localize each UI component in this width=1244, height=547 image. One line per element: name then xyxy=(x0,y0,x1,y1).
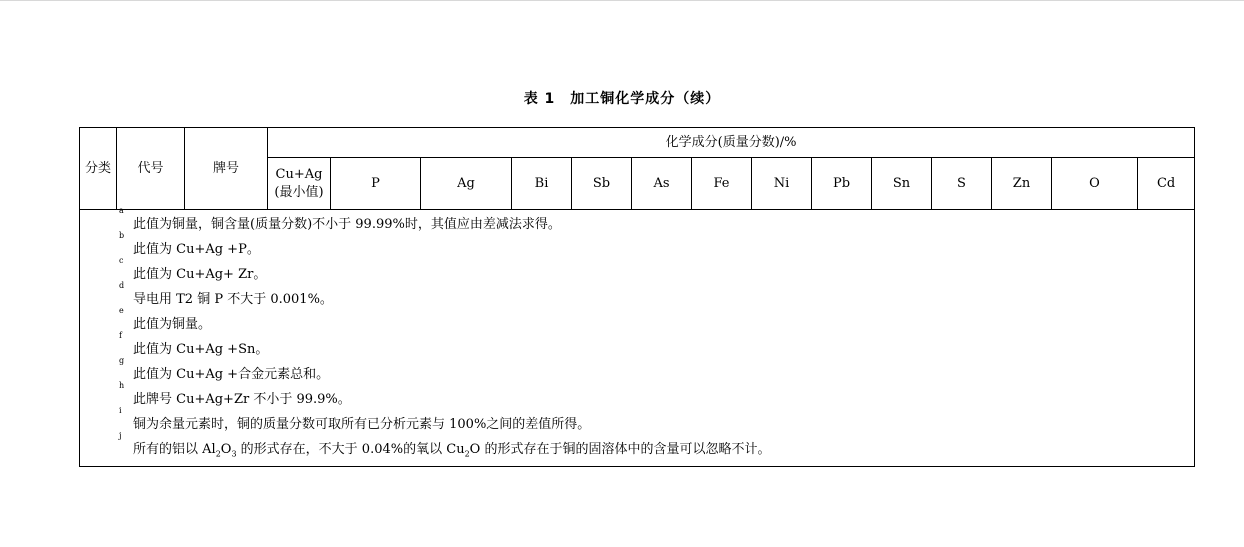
footnote-mark: g xyxy=(119,356,125,365)
top-rule xyxy=(0,0,1244,1)
footnote-mark: h xyxy=(119,381,125,390)
subscript: 2 xyxy=(464,449,470,459)
footnote-mark: i xyxy=(119,406,122,415)
header-element: Cd xyxy=(1138,158,1195,210)
footnotes xyxy=(80,206,1195,467)
header-element: P xyxy=(331,158,421,210)
subscript: 2 xyxy=(215,449,221,459)
footnote xyxy=(80,331,1194,362)
header-element: Ni xyxy=(752,158,812,210)
footnote xyxy=(80,281,1194,312)
footnote-text-part: 所有的铝以 Al xyxy=(133,442,216,457)
header-code: 代号 xyxy=(117,128,185,210)
notes-row xyxy=(80,210,1195,467)
footnote xyxy=(80,256,1194,287)
header-min-label: (最小值) xyxy=(274,184,324,200)
footnote-mark: c xyxy=(119,256,124,265)
footnote-text: 铜为余量元素时，铜的质量分数可取所有已分析元素与 100%之间的差值所得。 xyxy=(133,417,591,432)
header-grade: 牌号 xyxy=(185,128,268,210)
footnote-text: 此值为 Cu+Ag +Sn。 xyxy=(133,342,269,357)
footnote xyxy=(80,356,1194,387)
footnote xyxy=(80,431,1194,462)
header-element: Sb xyxy=(572,158,632,210)
chemical-composition-table xyxy=(79,127,1195,467)
footnote-text-part: O xyxy=(220,442,232,457)
footnote xyxy=(80,206,1194,237)
header-element: Bi xyxy=(512,158,572,210)
header-element: O xyxy=(1052,158,1138,210)
header-element: Sn xyxy=(872,158,932,210)
footnote-text: 此值为 Cu+Ag +合金元素总和。 xyxy=(133,367,330,382)
header-element: As xyxy=(632,158,692,210)
header-category: 分类 xyxy=(80,128,117,210)
header-chemical-composition: 化学成分(质量分数)/% xyxy=(268,128,1195,158)
footnote-text-part: 的形式存在，不大于 0.04%的氧以 Cu xyxy=(236,442,465,457)
header-element: S xyxy=(932,158,992,210)
footnote xyxy=(80,231,1194,262)
header-cu-ag-label: Cu+Ag xyxy=(275,166,323,182)
footnote-text: 此牌号 Cu+Ag+Zr 不小于 99.9%。 xyxy=(133,392,351,407)
header-element: Pb xyxy=(812,158,872,210)
footnote-mark: a xyxy=(119,206,124,215)
header-cu-ag-min xyxy=(268,158,331,210)
header-element: Zn xyxy=(992,158,1052,210)
header-element: Ag xyxy=(421,158,512,210)
header-element: Fe xyxy=(692,158,752,210)
footnote xyxy=(80,306,1194,337)
footnote-mark: d xyxy=(119,281,125,290)
footnote-text: 此值为铜量，铜含量(质量分数)不小于 99.99%时，其值应由差减法求得。 xyxy=(133,217,561,232)
footnote-text: 此值为 Cu+Ag +P。 xyxy=(133,242,260,257)
footnote-text: 此值为铜量。 xyxy=(133,317,212,332)
footnote xyxy=(80,381,1194,412)
subscript: 3 xyxy=(231,449,237,459)
footnote-mark: b xyxy=(119,231,125,240)
footnote xyxy=(80,406,1194,437)
footnote-text: 此值为 Cu+Ag+ Zr。 xyxy=(133,267,267,282)
footnote-mark: e xyxy=(119,306,124,315)
footnote-mark: j xyxy=(119,431,122,440)
footnote-text-part: O 的形式存在于铜的固溶体中的含量可以忽略不计。 xyxy=(469,442,771,457)
footnote-mark: f xyxy=(119,331,122,340)
table-title: 表 1 加工铜化学成分（续） xyxy=(523,91,721,107)
footnote-text: 导电用 T2 铜 P 不大于 0.001%。 xyxy=(133,292,333,307)
header-row-1 xyxy=(80,128,1195,158)
